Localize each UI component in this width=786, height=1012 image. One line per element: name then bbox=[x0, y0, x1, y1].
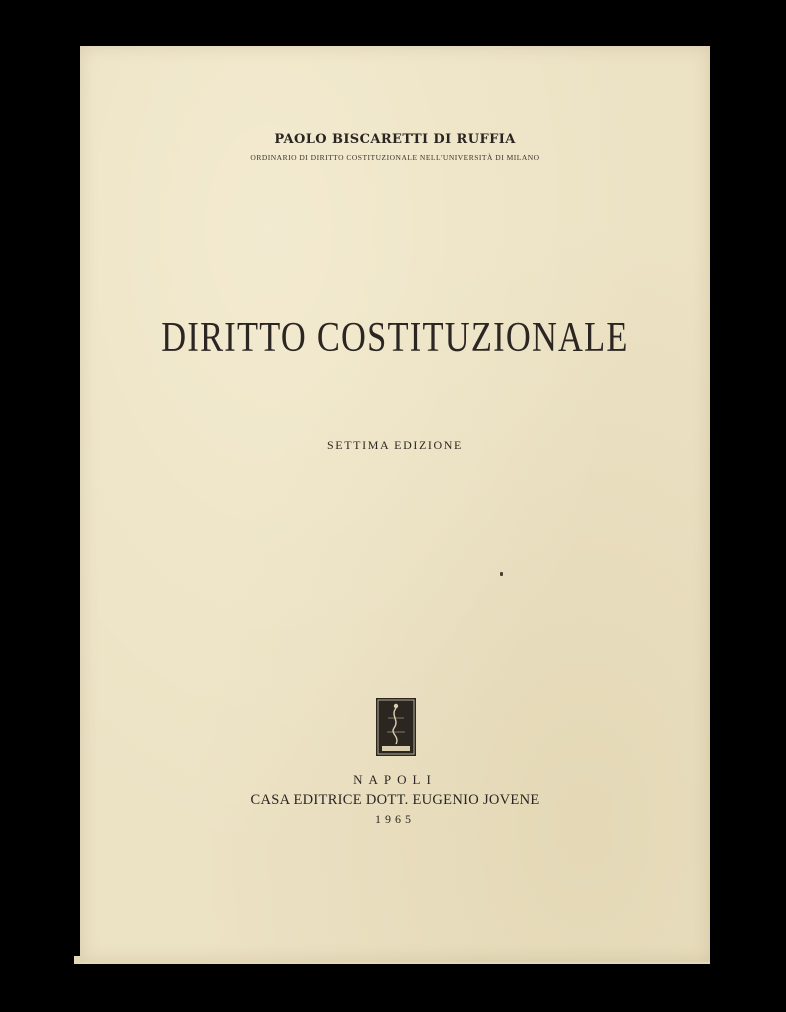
publication-city: NAPOLI bbox=[353, 772, 437, 787]
edition-label: SETTIMA EDIZIONE bbox=[327, 438, 463, 452]
publisher-name: CASA EDITRICE DOTT. EUGENIO JOVENE bbox=[250, 792, 540, 808]
author-name: PAOLO BISCARETTI DI RUFFIA bbox=[274, 132, 516, 147]
publication-year: 1965 bbox=[375, 812, 415, 826]
author-affiliation: ORDINARIO DI DIRITTO COSTITUZIONALE NELL'UNIVERSITÀ DI MILANO bbox=[250, 153, 540, 162]
publisher-emblem-icon bbox=[376, 698, 416, 756]
paper-speck bbox=[500, 572, 503, 576]
book-title: DIRITTO COSTITUZIONALE bbox=[161, 315, 629, 361]
book-cover bbox=[80, 46, 710, 962]
